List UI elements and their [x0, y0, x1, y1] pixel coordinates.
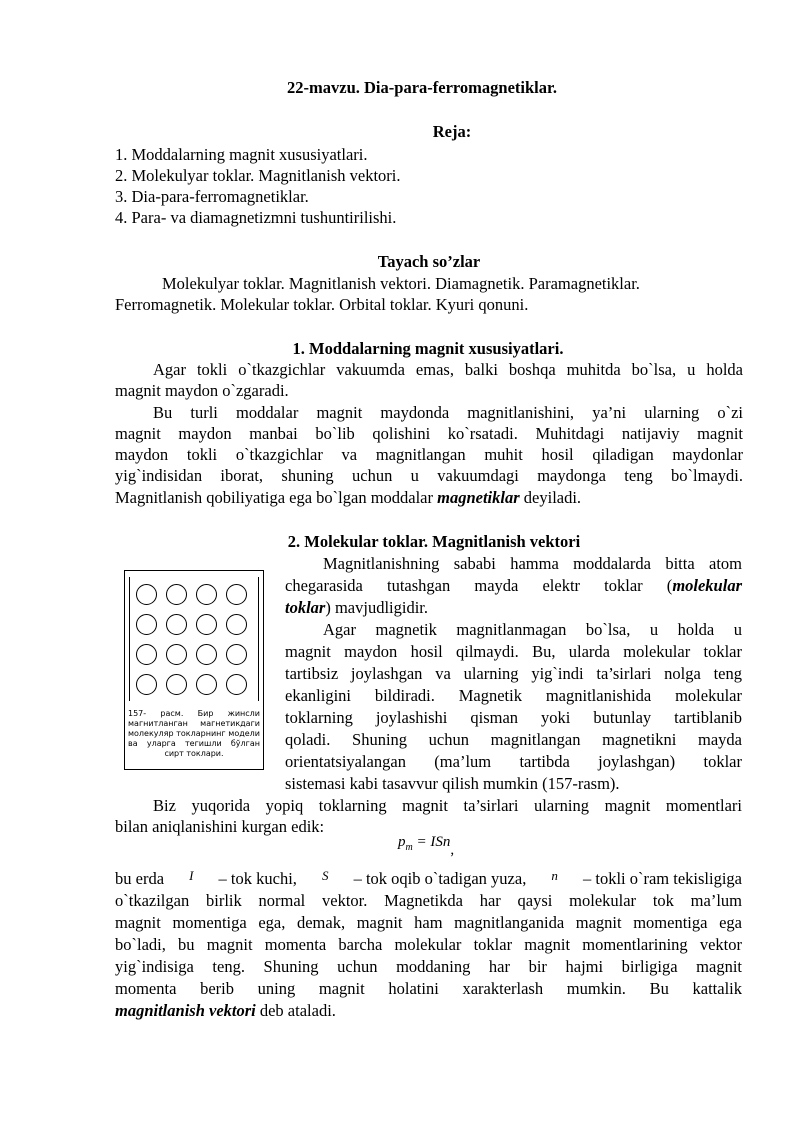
paragraph-line: yig`indisidan iborat, shuning uchun u vakuumdagi maydonga teng bo`lmaydi. — [115, 466, 743, 485]
molecular-current-ring — [136, 674, 157, 695]
text-span: ) mavjudligidir. — [325, 598, 429, 617]
term-magnitlanish-vektori: magnitlanish vektori — [115, 1001, 256, 1020]
section2-heading: 2. Molekular toklar. Magnitlanish vektori — [287, 532, 581, 551]
figure-illustration — [129, 577, 259, 701]
paragraph-line: sistemasi kabi tasavvur qilish mumkin (157-rasm). — [285, 774, 620, 793]
paragraph-line: o`tkazilgan birlik normal vektor. Magnetikda har qaysi molekular tok ma’lum — [115, 891, 742, 910]
paragraph-line: Agar magnetik magnitlanmagan bo`lsa, u holda u — [323, 620, 742, 639]
text-span: bu erda — [115, 869, 165, 888]
molecular-current-ring — [226, 674, 247, 695]
paragraph-line: qoladi. Shuning uchun magnitlangan magnetikni mayda — [285, 730, 742, 749]
molecular-current-ring — [196, 614, 217, 635]
molecular-current-ring — [226, 614, 247, 635]
paragraph-line: toklarning joylashishi qisman yoki butunlay tartiblanib — [285, 708, 742, 727]
text-span: deyiladi. — [519, 488, 582, 507]
paragraph-line — [285, 576, 742, 596]
paragraph-line: tartibsiz joylashgan va ularning yig`indi ta’sirlari nolga teng — [285, 664, 742, 683]
molecular-current-ring — [196, 584, 217, 605]
term-magnetiklar: magnetiklar — [437, 488, 520, 507]
plan-item: 1. Moddalarning magnit xususiyatlari. — [115, 145, 368, 164]
formula-symbol: p — [398, 834, 406, 850]
paragraph-line: bilan aniqlanishini kurgan edik: — [115, 817, 325, 836]
text-span: chegarasida tutashgan mayda elektr toklar ( — [285, 576, 673, 595]
paragraph-line — [115, 1001, 336, 1021]
paragraph-line: magnit maydon manbai bo`lib qolishini ko`rsatadi. Muhitdagi natijaviy magnit — [115, 424, 743, 443]
keywords-heading: Tayach so’zlar — [377, 252, 481, 271]
molecular-current-ring — [136, 644, 157, 665]
paragraph-line: magnit maydon hosil qilmaydi. Bu, ularda molekular toklar — [285, 642, 742, 661]
text-span: – tokli o`ram tekisligiga — [582, 869, 742, 888]
paragraph-line: Agar tokli o`tkazgichlar vakuumda emas, balki boshqa muhitda bo`lsa, u holda — [153, 360, 743, 379]
plan-heading: Reja: — [432, 122, 472, 141]
plan-item: 2. Molekulyar toklar. Magnitlanish vektori. — [115, 166, 401, 185]
paragraph-line: maydon tokli o`tkazgichlar va magnitlangan muhit hosil qiladigan maydonlar — [115, 445, 743, 464]
keywords-text: Molekulyar toklar. Magnitlanish vektori. Diamagnetik. Paramagnetiklar. — [162, 274, 640, 293]
plan-item: 3. Dia-para-ferromagnetiklar. — [115, 187, 309, 206]
keywords-text: Ferromagnetik. Molekular toklar. Orbital toklar. Kyuri qonuni. — [115, 295, 529, 314]
paragraph-line: momenta berib uning magnit holatini xarakterlash mumkin. Bu kattalik — [115, 979, 742, 998]
paragraph-line — [285, 598, 428, 618]
text-span: – tok oqib o`tadigan yuza, — [353, 869, 527, 888]
term-toklar: toklar — [285, 598, 326, 617]
text-span: deb ataladi. — [255, 1001, 336, 1020]
variable-I: I — [189, 868, 194, 883]
molecular-current-ring — [196, 674, 217, 695]
paragraph-line — [115, 869, 742, 890]
plan-item: 4. Para- va diamagnetizmni tushuntirilishi. — [115, 208, 397, 227]
figure-caption: 157- расм. Бир жинсли магнитланган магнетикдаги молекуляр токларнинг модели ва уларга тегишли бўлган сирт токлари. — [128, 709, 260, 758]
molecular-current-ring — [196, 644, 217, 665]
paragraph-line: Magnitlanishning sababi hamma moddalarda bitta atom — [323, 554, 742, 573]
molecular-current-ring — [166, 644, 187, 665]
molecular-current-ring — [226, 644, 247, 665]
document-title: 22-mavzu. Dia-para-ferromagnetiklar. — [287, 78, 557, 97]
section1-heading: 1. Moddalarning magnit xususiyatlari. — [292, 339, 564, 358]
paragraph-line: magnit momentiga ega, demak, magnit ham magnitlanganida magnit momentiga ega — [115, 913, 742, 932]
molecular-current-ring — [136, 614, 157, 635]
figure-157 — [124, 570, 264, 770]
paragraph-line: Bu turli moddalar magnit maydonda magnitlanishini, ya’ni ularning o`zi — [153, 403, 743, 422]
variable-n: n — [551, 868, 558, 883]
molecular-current-ring — [136, 584, 157, 605]
molecular-current-ring — [166, 584, 187, 605]
molecular-current-ring — [166, 614, 187, 635]
paragraph-line: Biz yuqorida yopiq toklarning magnit ta’sirlari ularning magnit momentlari — [153, 796, 742, 815]
paragraph-line: magnit maydon o`zgaradi. — [115, 381, 289, 400]
variable-S: S — [321, 868, 329, 883]
magnetic-moment-formula — [398, 834, 455, 858]
formula-comma: , — [450, 842, 455, 858]
paragraph-line: orientatsiyalangan (ma’lum tartibda joylashgan) toklar — [285, 752, 742, 771]
molecular-current-ring — [166, 674, 187, 695]
text-span: – tok kuchi, — [218, 869, 297, 888]
paragraph-line: yig`indisiga teng. Shuning uchun moddaning har bir hajmi birligiga magnit — [115, 957, 742, 976]
paragraph-line: ekanligini bildiradi. Magnetik magnitlanishida molekular — [285, 686, 742, 705]
paragraph-line: bo`ladi, bu magnit momenta barcha molekular toklar magnit momentlarining vektor — [115, 935, 742, 954]
formula-expression: = ISn — [416, 834, 451, 850]
formula-subscript: m — [405, 842, 413, 853]
molecular-current-ring — [226, 584, 247, 605]
term-molekular: molekular — [672, 576, 742, 595]
text-span: Magnitlanish qobiliyatiga ega bo`lgan moddalar — [115, 488, 438, 507]
paragraph-line — [115, 488, 581, 508]
